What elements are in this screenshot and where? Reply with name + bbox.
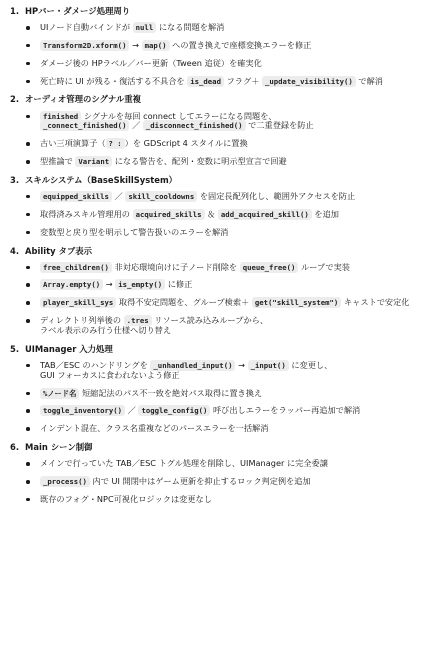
item-text: 変数型と戻り型を明示して警告扱いのエラーを解消 — [40, 226, 229, 237]
list-item — [10, 112, 441, 132]
item-line — [40, 406, 441, 416]
item-text: ＆ — [204, 208, 218, 219]
inline-code: _process() — [40, 476, 90, 487]
item-text: 取得済みスキル管理用の — [40, 208, 133, 219]
item-text: で解消 — [355, 75, 383, 86]
item-text: になる問題を解消 — [156, 22, 225, 33]
item-text: に修正 — [165, 279, 193, 290]
inline-code: add_acquired_skill() — [218, 209, 312, 220]
item-text: への置き換えで座標変換エラーを修正 — [169, 39, 312, 50]
bullet-list — [10, 263, 441, 336]
item-text: 非対応環境向けに子ノード削除を — [111, 261, 240, 272]
list-item — [10, 263, 441, 273]
bullet-list — [10, 23, 441, 86]
inline-code: Array.empty() — [40, 279, 103, 290]
item-text: インデント混在、クラス名重複などのパースエラーを一括解消 — [40, 423, 269, 434]
inline-code: _connect_finished() — [40, 120, 129, 131]
item-text: 古い三項演算子（ — [40, 138, 106, 149]
item-line — [40, 263, 441, 273]
section-heading — [10, 344, 441, 354]
item-text: シグナルを毎回 connect してエラーになる問題を、 — [81, 110, 277, 121]
inline-code: .tres — [124, 315, 152, 326]
section-title: UIManager 入力処理 — [25, 343, 113, 354]
inline-code: get("skill_system") — [252, 297, 341, 308]
list-item — [10, 23, 441, 33]
item-text: → — [129, 39, 142, 50]
list-item — [10, 77, 441, 87]
section-number: 1. — [10, 6, 20, 16]
item-text: フラグ＋ — [223, 75, 262, 86]
item-text: UIノード自動バインドが — [40, 22, 133, 33]
item-text: → — [103, 279, 116, 290]
inline-code: Variant — [75, 156, 112, 167]
inline-code: is_empty() — [115, 279, 165, 290]
item-text: で二重登録を防止 — [245, 120, 314, 131]
inline-code: _input() — [248, 360, 289, 371]
item-line — [40, 280, 441, 290]
list-item — [10, 459, 441, 469]
item-line — [40, 459, 441, 469]
inline-code: player_skill_sys — [40, 297, 116, 308]
item-line — [40, 477, 441, 487]
section-title: Main シーン制御 — [25, 442, 93, 453]
bullet-list — [10, 361, 441, 434]
item-text: 取得不安定問題を、グループ検索＋ — [116, 297, 252, 308]
section-number: 4. — [10, 245, 20, 256]
item-line — [40, 121, 441, 131]
inline-code: _disconnect_finished() — [143, 120, 246, 131]
section-1 — [10, 6, 441, 86]
section-number: 5. — [10, 343, 20, 354]
list-item — [10, 192, 441, 202]
item-text: になる警告を、配列・変数に明示型宣言で回避 — [112, 156, 287, 167]
list-item — [10, 406, 441, 416]
item-text: リソース読み込みループから、 — [151, 315, 269, 326]
item-text: 短縮記法のパス不一致を絶対パス取得に置き換え — [79, 387, 263, 398]
item-line — [40, 389, 441, 399]
item-text: に変更し、 — [288, 359, 333, 370]
item-line — [40, 41, 441, 51]
item-line — [40, 228, 441, 238]
item-line — [40, 59, 441, 69]
section-heading — [10, 6, 441, 16]
item-text: GUI フォーカスに食われないよう修正 — [40, 369, 180, 380]
item-line — [40, 23, 441, 33]
item-text: を固定長配列化し、範囲外アクセスを防止 — [197, 190, 356, 201]
inline-code: acquired_skills — [133, 209, 205, 220]
list-item — [10, 157, 441, 167]
inline-code: %ノード名 — [40, 388, 79, 399]
item-text: 内で UI 開閉中はゲーム更新を抑止するロック判定例を追加 — [89, 476, 311, 487]
list-item — [10, 139, 441, 149]
item-text: TAB／ESC のハンドリングを — [40, 359, 151, 370]
item-text: 型推論で — [40, 156, 76, 167]
item-line — [40, 139, 441, 149]
inline-code: ? : — [106, 138, 125, 149]
item-line — [40, 77, 441, 87]
item-text: ／ — [129, 120, 143, 131]
section-number: 6. — [10, 442, 20, 453]
inline-code: toggle_inventory() — [40, 405, 125, 416]
item-text: メインで行っていた TAB／ESC トグル処理を削除し、UIManager に完全委譲 — [40, 458, 328, 469]
section-number: 2. — [10, 94, 20, 105]
inline-code: toggle_config() — [138, 405, 210, 416]
inline-code: queue_free() — [240, 262, 299, 273]
inline-code: skill_cooldowns — [125, 191, 197, 202]
inline-code: is_dead — [187, 76, 224, 87]
list-item — [10, 41, 441, 51]
item-line — [40, 371, 441, 381]
section-heading — [10, 94, 441, 104]
item-line — [40, 326, 441, 336]
inline-code: _unhandled_input() — [150, 360, 235, 371]
list-item — [10, 298, 441, 308]
item-text: ／ — [111, 190, 126, 201]
inline-code: _update_visibility() — [262, 76, 356, 87]
item-text: キャストで安定化 — [341, 297, 410, 308]
section-number: 3. — [10, 174, 20, 185]
inline-code: map() — [142, 40, 170, 51]
item-text: ループで実装 — [298, 261, 350, 272]
section-6 — [10, 442, 441, 505]
list-item — [10, 59, 441, 69]
item-text: 死亡時に UI が残る・復活する不具合を — [40, 75, 188, 86]
item-text: 既存のフォグ・NPC可視化ロジックは変更なし — [40, 493, 212, 504]
inline-code: free_children() — [40, 262, 112, 273]
sections — [10, 6, 441, 505]
item-line — [40, 424, 441, 434]
section-title: HPバー・ダメージ処理周り — [25, 6, 131, 16]
inline-code: finished — [40, 111, 81, 122]
list-item — [10, 424, 441, 434]
item-line — [40, 298, 441, 308]
section-heading — [10, 442, 441, 452]
list-item — [10, 210, 441, 220]
section-heading — [10, 175, 441, 185]
inline-code: equipped_skills — [40, 191, 112, 202]
section-2 — [10, 94, 441, 166]
item-line — [40, 210, 441, 220]
item-text: 呼び出しエラーをラッパー再追加で解消 — [210, 405, 361, 416]
item-line — [40, 157, 441, 167]
bullet-list — [10, 112, 441, 167]
list-item — [10, 477, 441, 487]
section-title: スキルシステム（BaseSkillSystem） — [25, 174, 178, 185]
section-title: Ability タブ表示 — [25, 245, 92, 256]
item-text: ダメージ後の HPラベル／バー更新（Tween 追従）を確実化 — [40, 57, 262, 68]
section-5 — [10, 344, 441, 434]
list-item — [10, 495, 441, 505]
list-item — [10, 280, 441, 290]
list-item — [10, 316, 441, 336]
section-title: オーディオ管理のシグナル重複 — [25, 94, 141, 105]
inline-code: null — [133, 22, 157, 33]
list-item — [10, 228, 441, 238]
item-text: を追加 — [311, 208, 339, 219]
section-3 — [10, 175, 441, 238]
item-line — [40, 495, 441, 505]
section-heading — [10, 246, 441, 256]
item-line — [40, 192, 441, 202]
inline-code: Transform2D.xform() — [40, 40, 129, 51]
list-item — [10, 361, 441, 381]
item-text: ディレクトリ列挙後の — [40, 315, 124, 326]
bullet-list — [10, 459, 441, 505]
item-text: ラベル表示のみ行う仕様へ切り替え — [40, 324, 172, 335]
item-text: → — [235, 359, 248, 370]
item-text: ／ — [125, 405, 139, 416]
bullet-list — [10, 192, 441, 238]
list-item — [10, 389, 441, 399]
item-text: ）を GDScript 4 スタイルに置換 — [124, 138, 248, 149]
section-4 — [10, 246, 441, 336]
